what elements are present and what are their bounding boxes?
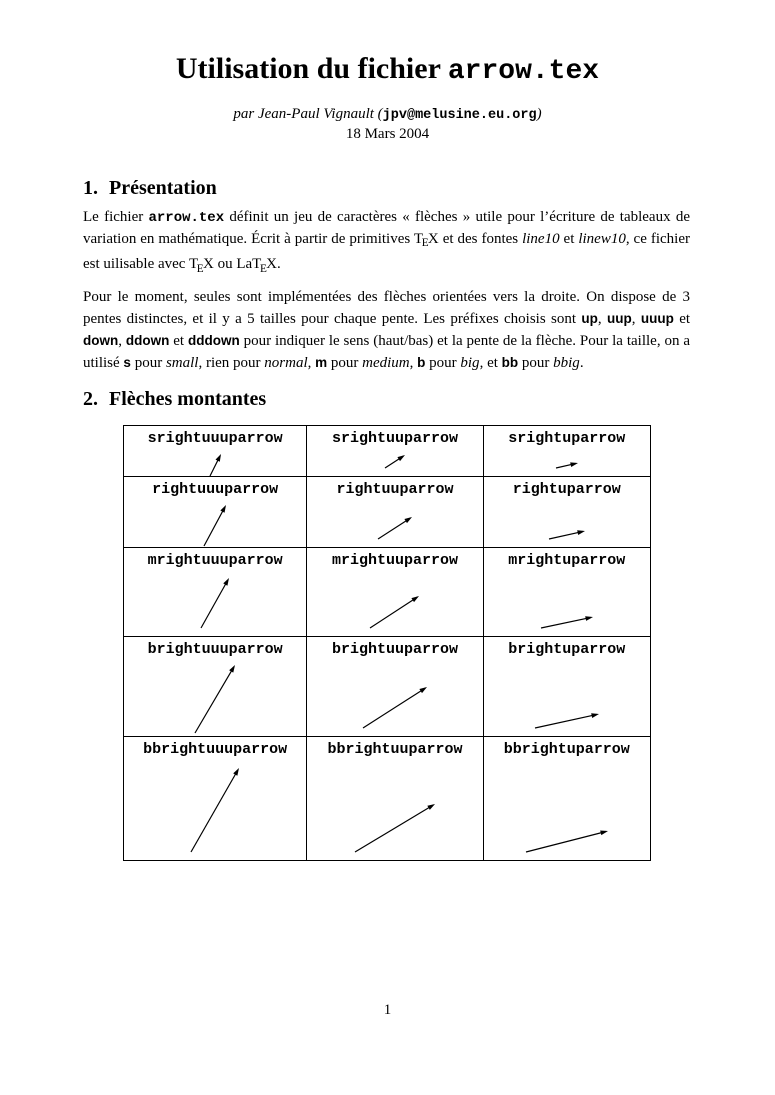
table-cell [484,737,650,860]
text-run: , et [479,354,502,371]
text-run: . [579,354,584,371]
text-run: m [315,354,328,370]
table-row [124,477,650,548]
table-row [124,737,650,860]
up-right-arrow-icon [521,826,613,857]
text-run: line10 [522,231,560,247]
table-cell [484,477,650,547]
paragraph-presentation-2 [83,287,690,374]
byline-prefix: par Jean-Paul Vignault ( [233,106,383,122]
arrow-graphic [373,500,417,547]
text-run: normal [264,354,308,371]
paragraph-presentation-1 [83,207,690,280]
text-run: uuup [640,310,674,326]
arrow-command-label: mrightuparrow [508,551,626,569]
up-right-arrow-icon [199,500,231,547]
arrow-command-label: srightuparrow [508,429,626,447]
up-right-arrow-icon [350,799,440,857]
text-run: pour [327,354,363,371]
text-run: up [581,310,598,326]
table-cell [307,477,483,547]
arrow-command-label: mrightuuuparrow [147,551,283,569]
page-title-text: Utilisation du fichier [175,52,441,85]
tex-logo: TEX [413,231,439,250]
arrow-command-label: rightuparrow [512,480,621,498]
text-run: et [673,310,691,327]
document-date: 18 Mars 2004 [345,126,430,142]
section-title: Flèches montantes [109,387,267,410]
text-run: big [460,354,480,371]
byline-suffix: ) [536,106,542,122]
up-right-arrow-icon [373,512,417,544]
text-run: ou La [213,256,253,273]
page-number: 1 [383,1002,392,1018]
arrow-graphic [521,760,613,860]
up-right-arrow-icon [196,573,234,633]
text-run: . [277,256,281,273]
text-run: dddown [187,332,240,348]
arrow-graphic [544,500,590,547]
up-right-arrow-icon [544,526,590,544]
text-run: pour [425,354,461,371]
table-cell [484,637,650,736]
text-run: Le fichier [83,209,149,225]
text-run: , [631,310,641,327]
up-right-arrow-icon [380,450,410,473]
up-right-arrow-icon [365,591,424,633]
table-cell [484,548,650,636]
text-run: , [118,332,126,349]
section-title: Présentation [109,177,217,199]
arrow-command-label: srightuuparrow [331,429,458,447]
text-run: , [307,354,316,371]
text-run: down [83,332,119,348]
arrow-command-label: brightuparrow [508,640,626,658]
author-email: jpv@melusine.eu.org [382,108,537,123]
up-right-arrow-icon [551,458,583,473]
arrow-command-label: bbrightuuparrow [327,740,463,758]
arrow-command-label: rightuuuparrow [152,480,279,498]
byline [0,106,775,123]
arrow-command-label: bbrightuuuparrow [143,740,288,758]
table-cell [307,426,483,476]
tex-logo: TEX [188,256,214,275]
page-title [0,52,775,89]
arrow-command-label: brightuuparrow [331,640,458,658]
section-heading-presentation [83,176,690,200]
section-heading-fleches-montantes [83,387,690,411]
up-right-arrow-icon [205,449,226,476]
arrow-table [123,425,651,861]
arrow-command-label: bbrightuparrow [503,740,630,758]
arrow-graphic [358,660,432,736]
table-row [124,426,650,477]
up-right-arrow-icon [186,763,244,857]
text-run: arrow.tex [148,210,225,226]
table-cell [307,637,483,736]
content-column [83,176,690,861]
table-row [124,548,650,637]
text-run: et des fontes [438,231,523,247]
up-right-arrow-icon [358,682,432,733]
table-row [124,637,650,737]
up-right-arrow-icon [536,612,598,633]
text-run: uup [607,310,632,326]
table-cell [307,737,483,860]
arrow-command-label: srightuuuparrow [147,429,283,447]
arrow-command-label: rightuuparrow [336,480,454,498]
text-run: small [165,354,199,371]
tex-logo: TEX [252,256,278,275]
text-run: b [417,354,426,370]
text-run: ddown [125,332,170,348]
table-cell [124,737,307,860]
up-right-arrow-icon [530,709,604,733]
text-run: medium [362,354,410,371]
arrow-command-label: mrightuuparrow [331,551,458,569]
arrow-graphic [365,571,424,636]
text-run: , [597,310,607,327]
arrow-graphic [536,571,598,636]
text-run: et [559,231,579,247]
table-cell [124,426,307,476]
up-right-arrow-icon [190,660,240,736]
text-run: bb [501,354,519,370]
text-run: pour indiquer le sens (haut/bas) et la pente de la flèche. Pour la taille, on a utilisé [83,332,691,371]
arrow-graphic [551,449,583,476]
table-cell [124,477,307,547]
table-cell [124,548,307,636]
arrow-graphic [205,449,226,476]
text-run: Pour le moment, seules sont implémentées des flèches orientées vers la droite. On dispose de 3 pentes distinctes, et il y a 5 tailles pour chaque pente. Les préfixes choisis sont [83,288,690,327]
arrow-graphic [350,760,440,860]
arrow-graphic [196,571,234,636]
text-run: définit un jeu de caractères « flèches » utile pour l’écriture de tableaux de variation en mathématique. Écrit à partir de primitives [83,209,690,247]
table-cell [124,637,307,736]
text-run: pour [518,354,554,371]
text-run: bbig [553,354,580,371]
text-run: , [409,354,418,371]
arrow-graphic [380,449,410,476]
arrow-graphic [186,760,244,860]
text-run: s [123,354,131,370]
page-title-filename: arrow.tex [447,56,600,87]
arrow-graphic [190,660,240,736]
text-run: linew10 [578,231,626,247]
table-cell [307,548,483,636]
text-run: et [169,332,188,349]
section-number: 1. [83,177,98,199]
text-run: , ce fichier est uilisable avec [83,231,690,273]
arrow-command-label: brightuuuparrow [147,640,283,658]
arrow-graphic [199,500,231,547]
text-run: pour [130,354,166,371]
table-cell [484,426,650,476]
arrow-graphic [530,660,604,736]
section-number: 2. [83,387,98,410]
text-run: , rien pour [198,354,265,371]
